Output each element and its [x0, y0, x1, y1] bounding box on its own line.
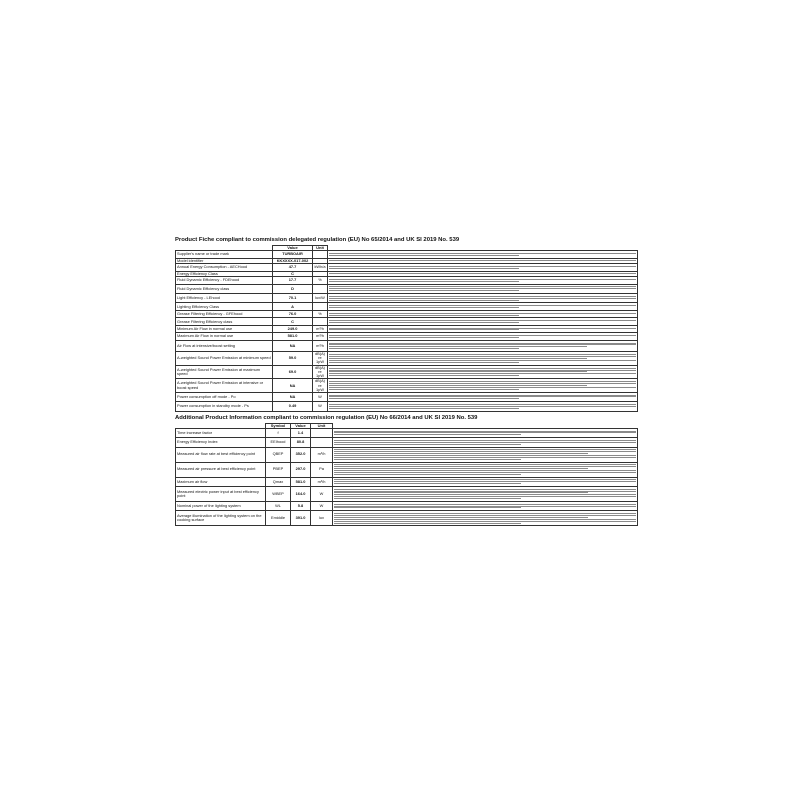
legal-notes-text	[328, 392, 638, 401]
additional-info-title: Additional Product Information compliant to commission regulation (EU) No 66/2014 and UK SI 2019 No. 539	[175, 414, 478, 421]
table-row	[176, 462, 638, 477]
row-value: 17.7	[273, 277, 313, 284]
notes-text-line	[334, 494, 636, 495]
notes-text-line	[329, 315, 519, 316]
notes-text-line	[334, 515, 636, 516]
row-label: Measured electric power input at best efficiency point	[176, 486, 266, 501]
header-unit: Unit	[311, 423, 333, 428]
legal-notes-text	[333, 477, 638, 486]
row-unit: kWh/a	[314, 264, 326, 270]
row-label: A-weighted Sound Power Emission at intensive or boost speed	[176, 379, 273, 393]
row-label: Power consumption off mode - Po	[176, 392, 273, 401]
notes-text-line	[329, 290, 519, 291]
notes-text-line	[329, 266, 636, 267]
row-unit: dB(A) re 1pW	[313, 352, 328, 366]
legal-notes-text	[328, 303, 638, 310]
row-value: KKXXXX-017-002	[273, 258, 313, 264]
row-label: Measured air flow rate at best efficiency point	[176, 447, 266, 462]
legal-notes-text	[333, 502, 638, 511]
header-value: Value	[291, 423, 311, 428]
table-row	[176, 310, 638, 317]
notes-text-line	[334, 474, 521, 475]
row-unit: W	[313, 402, 328, 411]
notes-text-line	[329, 370, 636, 371]
notes-text-line	[329, 371, 587, 372]
legal-notes-text	[328, 318, 638, 325]
fiche-title: Product Fiche compliant to commission delegated regulation (EU) No 65/2014 and UK SI 2019 No. 539	[175, 237, 460, 243]
row-label: A-weighted Sound Power Emission at maximum speed	[176, 365, 273, 379]
notes-text-line	[334, 496, 636, 497]
table-row	[176, 294, 638, 303]
row-symbol: WL	[266, 502, 291, 511]
row-value: 164.0	[291, 486, 311, 501]
row-value: NA	[273, 392, 313, 401]
notes-text-line	[329, 381, 636, 382]
notes-text-line	[329, 375, 519, 376]
notes-text-line	[329, 286, 636, 287]
row-symbol: f	[266, 428, 291, 437]
notes-text-line	[334, 434, 521, 435]
table-row	[176, 447, 638, 462]
notes-text-line	[334, 479, 636, 480]
notes-text-line	[329, 344, 636, 345]
legal-notes-text	[328, 325, 638, 332]
row-unit: Pa	[311, 462, 333, 477]
notes-text-line	[334, 431, 636, 432]
row-label: Maximum air flow	[176, 477, 266, 486]
notes-text-line	[334, 472, 636, 473]
notes-text-line	[329, 335, 636, 336]
notes-text-line	[334, 455, 636, 456]
notes-text-line	[334, 451, 636, 452]
row-unit	[313, 251, 328, 258]
notes-text-line	[329, 253, 636, 254]
notes-text-line	[329, 404, 636, 405]
table-row	[176, 352, 638, 366]
notes-text-line	[329, 362, 519, 363]
notes-text-line	[329, 360, 636, 361]
row-unit: dB(A) re 1pW	[313, 365, 328, 379]
row-symbol: PBEP	[266, 462, 291, 477]
table-row	[176, 251, 638, 258]
notes-text-line	[329, 396, 636, 397]
notes-text-line	[334, 513, 636, 514]
notes-text-line	[334, 449, 636, 450]
row-value: D	[273, 284, 313, 293]
table-row	[176, 264, 638, 271]
row-unit: dB(A) re 1pW	[313, 379, 328, 393]
notes-text-line	[329, 260, 636, 261]
legal-notes-text	[328, 379, 638, 393]
row-value: 581.0	[291, 477, 311, 486]
legal-notes-text	[328, 251, 638, 258]
table-row	[176, 325, 638, 332]
row-value: 70.1	[273, 294, 313, 303]
table-row	[176, 277, 638, 284]
legal-notes-text	[328, 340, 638, 351]
notes-text-line	[334, 442, 636, 443]
notes-text-line	[329, 389, 519, 390]
notes-text-line	[334, 444, 521, 445]
table-row	[176, 438, 638, 447]
notes-text-line	[334, 432, 636, 433]
row-label: Light Efficiency - LEhood	[176, 294, 273, 303]
row-value: 297.0	[291, 462, 311, 477]
row-label: Nominal power of the lighting system	[176, 502, 266, 511]
row-value: C	[273, 271, 313, 277]
legal-notes-text	[333, 428, 638, 437]
legal-notes-text	[333, 511, 638, 526]
row-label: Energy Efficiency Index	[176, 438, 266, 447]
notes-text-line	[329, 268, 519, 269]
row-value: NA	[273, 340, 313, 351]
notes-text-line	[334, 519, 636, 520]
notes-text-line	[329, 329, 519, 330]
notes-text-line	[334, 489, 636, 490]
row-unit: %	[313, 277, 328, 284]
notes-text-line	[334, 507, 521, 508]
row-label: Average illumination of the lighting system on the cooking surface	[176, 511, 266, 526]
row-label: Grease Filtering Efficiency class	[176, 318, 273, 325]
row-value: 1.4	[291, 428, 311, 437]
row-unit	[311, 428, 333, 437]
row-label: Grease Filtering Efficiency - GFEhood	[176, 310, 273, 317]
table-row	[176, 340, 638, 351]
notes-text-line	[329, 383, 636, 384]
notes-text-line	[334, 523, 521, 524]
row-unit: W	[311, 502, 333, 511]
notes-text-line	[329, 273, 636, 274]
row-label: Air Flow at intensive/boost setting	[176, 340, 273, 351]
row-value: C	[273, 318, 313, 325]
table-row	[176, 365, 638, 379]
row-unit: W	[313, 392, 328, 401]
additional-body	[176, 428, 638, 526]
row-label: Energy Efficiency Class	[176, 271, 273, 277]
row-unit: m³/h	[313, 333, 328, 340]
row-symbol: QBEP	[266, 447, 291, 462]
notes-text-line	[334, 481, 636, 482]
notes-text-line	[329, 354, 636, 355]
legal-notes-text	[333, 447, 638, 462]
notes-text-line	[329, 387, 636, 388]
product-fiche-sheet	[175, 236, 637, 526]
notes-text-line	[334, 492, 588, 493]
notes-text-line	[334, 483, 521, 484]
row-label: Annual Energy Consumption - AECHood	[176, 264, 273, 271]
table-row	[176, 318, 638, 325]
legal-notes-text	[333, 438, 638, 447]
legal-notes-text	[328, 277, 638, 284]
product-fiche-table	[175, 245, 638, 412]
table-row	[176, 428, 638, 437]
row-symbol: Emiddle	[266, 511, 291, 526]
row-value: A	[273, 303, 313, 310]
notes-text-line	[334, 466, 636, 467]
row-unit	[311, 438, 333, 447]
row-unit: %	[313, 310, 328, 317]
row-label: Minimum Air Flow in normal use	[176, 325, 273, 332]
legal-notes-text	[328, 310, 638, 317]
row-label: Model identifier	[176, 258, 273, 264]
notes-text-line	[334, 468, 588, 469]
notes-text-line	[329, 356, 636, 357]
notes-text-line	[334, 506, 636, 507]
row-label: Measured air pressure at best efficiency point	[176, 462, 266, 477]
legal-notes-text	[333, 462, 638, 477]
notes-text-line	[329, 343, 636, 344]
notes-text-line	[329, 313, 636, 314]
notes-text-line	[329, 288, 636, 289]
row-unit	[313, 303, 328, 310]
notes-text-line	[329, 398, 519, 399]
row-label: A-weighted Sound Power Emission at minimum speed	[176, 352, 273, 366]
row-unit: lux/W	[313, 294, 328, 303]
header-unit: Unit	[313, 246, 328, 251]
notes-text-line	[329, 373, 636, 374]
row-value: 80.8	[291, 438, 311, 447]
row-unit: m³/h	[311, 447, 333, 462]
row-label: Lighting Efficiency Class	[176, 303, 273, 310]
table-row	[176, 333, 638, 340]
notes-text-line	[329, 320, 636, 321]
row-symbol: EEIhood	[266, 438, 291, 447]
table-row	[176, 477, 638, 486]
additional-info-table	[175, 423, 638, 527]
notes-text-line	[329, 322, 519, 323]
notes-text-line	[334, 453, 588, 454]
notes-text-line	[329, 328, 636, 329]
table-row	[176, 511, 638, 526]
table-row	[176, 486, 638, 501]
table-row	[176, 379, 638, 393]
row-symbol: WBEP	[266, 486, 291, 501]
notes-text-line	[329, 279, 636, 280]
notes-text-line	[329, 368, 636, 369]
row-value: 581.0	[273, 333, 313, 340]
notes-text-line	[334, 517, 588, 518]
row-unit: m³/h	[313, 340, 328, 351]
notes-text-line	[329, 296, 636, 297]
row-value: 69.0	[273, 365, 313, 379]
notes-text-line	[334, 470, 636, 471]
row-value: 47.7	[273, 264, 313, 271]
notes-text-line	[334, 459, 521, 460]
notes-text-line	[329, 408, 519, 409]
legal-notes-text	[333, 486, 638, 501]
fiche-body	[176, 251, 638, 411]
row-label: Power consumption in standby mode - Ps	[176, 402, 273, 411]
row-label: Time increase factor	[176, 428, 266, 437]
legal-notes-text	[328, 264, 638, 271]
row-unit: W	[311, 486, 333, 501]
row-value: 76.0	[273, 310, 313, 317]
notes-text-line	[329, 348, 519, 349]
row-value: 391.0	[291, 511, 311, 526]
notes-text-line	[329, 255, 519, 256]
notes-text-line	[329, 281, 519, 282]
notes-text-line	[329, 346, 587, 347]
notes-text-line	[329, 358, 587, 359]
table-row	[176, 402, 638, 411]
row-label: Supplier's name or trade mark	[176, 251, 273, 258]
notes-text-line	[329, 307, 519, 308]
legal-notes-text	[328, 333, 638, 340]
legal-notes-text	[328, 284, 638, 293]
notes-text-line	[329, 385, 587, 386]
table-row	[176, 284, 638, 293]
notes-text-line	[334, 457, 636, 458]
legal-notes-text	[328, 402, 638, 411]
notes-text-line	[329, 337, 519, 338]
notes-text-line	[329, 406, 636, 407]
row-label: Fluid Dynamic Efficiency - FDEhood	[176, 277, 273, 284]
notes-text-line	[329, 300, 519, 301]
row-value: 0.49	[273, 402, 313, 411]
notes-text-line	[334, 498, 521, 499]
legal-notes-text	[328, 294, 638, 303]
row-label: Fluid Dynamic Efficiency class	[176, 284, 273, 293]
row-value: 249.0	[273, 325, 313, 332]
notes-text-line	[334, 521, 636, 522]
row-unit: m³/h	[313, 325, 328, 332]
row-unit: lux	[311, 511, 333, 526]
legal-notes-text	[328, 365, 638, 379]
row-value: 59.0	[273, 352, 313, 366]
row-unit	[313, 284, 328, 293]
notes-text-line	[329, 395, 636, 396]
row-unit: m³/h	[311, 477, 333, 486]
row-symbol: Qmax	[266, 477, 291, 486]
notes-text-line	[334, 464, 636, 465]
row-value: 5.8	[291, 502, 311, 511]
notes-text-line	[329, 298, 636, 299]
notes-text-line	[334, 504, 636, 505]
notes-text-line	[329, 305, 636, 306]
row-value: NA	[273, 379, 313, 393]
row-value: TURBOAIR	[273, 251, 313, 258]
table-row	[176, 303, 638, 310]
table-row	[176, 502, 638, 511]
header-value: Value	[273, 246, 313, 251]
row-unit	[313, 318, 328, 325]
header-symbol: Symbol	[266, 423, 291, 428]
row-value: 352.0	[291, 447, 311, 462]
table-row	[176, 392, 638, 401]
legal-notes-text	[328, 352, 638, 366]
notes-text-line	[334, 491, 636, 492]
notes-text-line	[334, 440, 636, 441]
row-label: Maximum Air Flow in normal use	[176, 333, 273, 340]
